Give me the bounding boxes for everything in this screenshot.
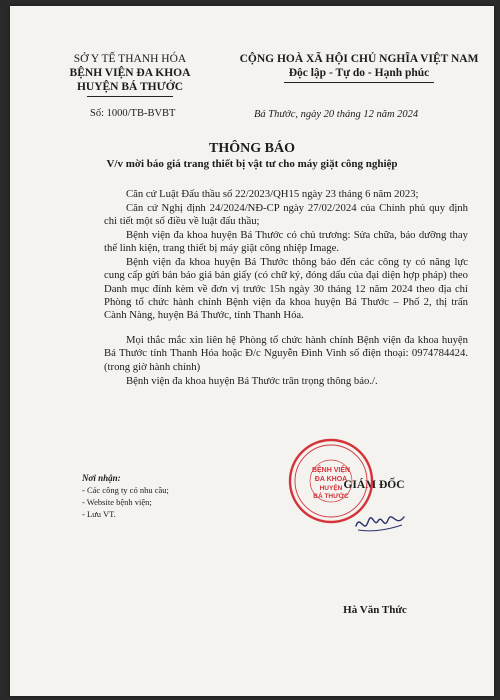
motto-underline — [284, 82, 434, 83]
recipient-item: - Các công ty có nhu cầu; — [82, 485, 169, 495]
hospital-name-line2: HUYỆN BÁ THƯỚC — [76, 81, 184, 93]
nation-name: CỘNG HOÀ XÃ HỘI CHỦ NGHĨA VIỆT NAM — [239, 53, 479, 65]
signer-title: GIÁM ĐỐC — [343, 479, 405, 491]
ministry-name: SỞ Y TẾ THANH HÓA — [73, 53, 187, 65]
document-subject: V/v mời báo giá trang thiết bị vật tư cho máy giặt công nghiệp — [106, 158, 398, 170]
hospital-name-line1: BỆNH VIỆN ĐA KHOA — [69, 67, 191, 79]
body-paragraph-1: Căn cứ Luật Đấu thầu số 22/2023/QH15 ngày 23 tháng 6 năm 2023; — [126, 188, 419, 200]
body-paragraph-5: Mọi thắc mắc xin liên hệ Phòng tổ chức hành chính Bệnh viện đa khoa huyện Bá Thước tỉnh Thanh Hóa hoặc Đ/c Nguyễn Đình Vinh số điện thoại: 0974784424. (trong giờ hành chính) — [104, 334, 468, 373]
motto: Độc lập - Tự do - Hạnh phúc — [288, 67, 430, 79]
stamp-text: BÁ THƯỚC — [313, 493, 349, 500]
national-header — [224, 52, 494, 83]
recipients-label: Nơi nhận: — [82, 473, 121, 483]
org-underline — [87, 96, 173, 97]
recipients-block — [82, 472, 262, 520]
issue-date: Bá Thước, ngày 20 tháng 12 năm 2024 — [254, 109, 419, 120]
document-number: Số: 1000/TB-BVBT — [90, 108, 176, 119]
body-paragraph-2: Căn cứ Nghị định 24/2024/NĐ-CP ngày 27/02/2024 của Chính phủ quy định chi tiết một số điều về luật đấu thầu; — [104, 202, 468, 228]
body-paragraph-3: Bệnh viện đa khoa huyện Bá Thước có chủ trương: Sửa chữa, bảo dưỡng thay thế linh kiện, trang thiết bị máy giặt công nhiệp Image. — [104, 229, 468, 255]
recipient-item: - Lưu VT. — [82, 509, 116, 519]
body-paragraph-4: Bệnh viện đa khoa huyện Bá Thước thông báo đến các công ty có năng lực cung cấp gửi bản báo giá bản giấy (có chữ ký, đóng dấu của đại diện hợp pháp) theo Danh mục đính kèm về đơn vị trước 15h ngày 30 tháng 12 năm 2024 theo địa chỉ Phòng tổ chức hành chính Bệnh viện đa khoa huyện Bá Thước – Phố 2, thị trấn Cành Nàng, huyện Bá Thước, tỉnh Thanh Hóa. — [104, 256, 468, 322]
stamp-text: BỆNH VIỆN — [311, 467, 351, 474]
handwritten-signature — [352, 508, 408, 538]
signer-name: Hà Văn Thức — [343, 604, 407, 616]
document-page — [10, 6, 494, 696]
document-title: THÔNG BÁO — [209, 141, 295, 156]
body-paragraph-6: Bệnh viện đa khoa huyện Bá Thước trân trọng thông báo./. — [126, 375, 378, 387]
recipient-item: - Website bệnh viện; — [82, 497, 152, 507]
stamp-text: ĐA KHOA — [314, 476, 348, 483]
organization-block — [30, 52, 230, 97]
stamp-text: HUYỆN — [319, 485, 343, 492]
